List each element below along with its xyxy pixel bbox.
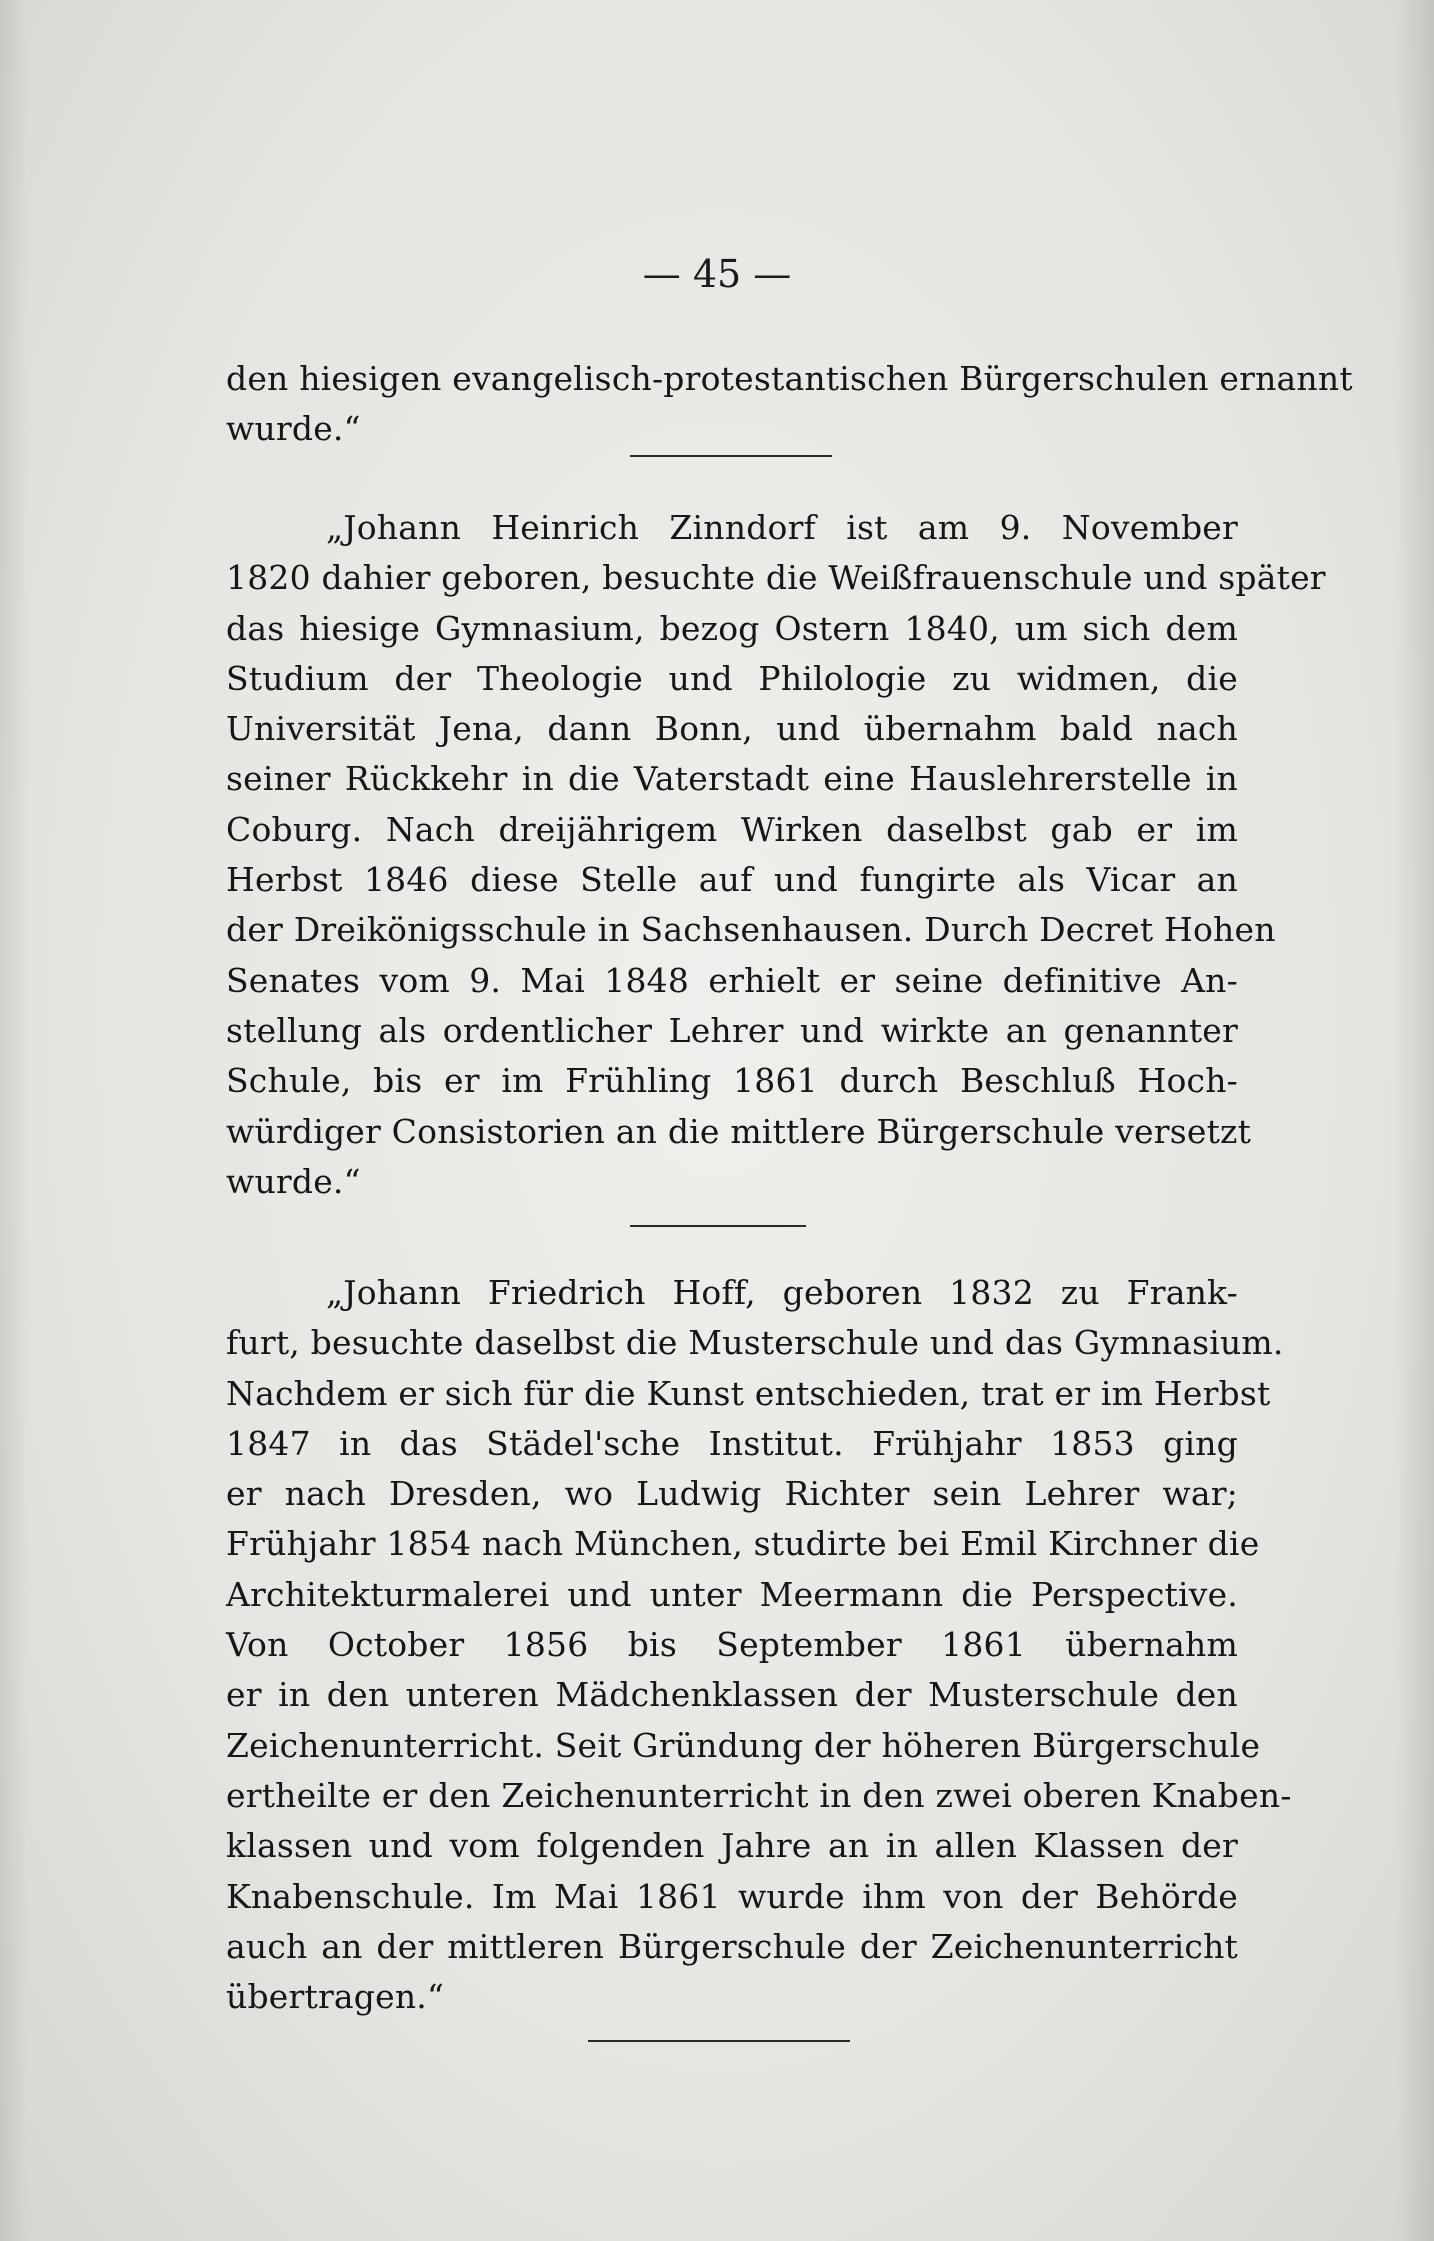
text-line: stellung als ordentlicher Lehrer und wirkte an genannter	[226, 1010, 1238, 1050]
text-line: klassen und vom folgenden Jahre an in allen Klassen der	[226, 1826, 1238, 1866]
text-line: Universität Jena, dann Bonn, und übernahm bald nach	[226, 709, 1238, 749]
text-line: das hiesige Gymnasium, bezog Ostern 1840, um sich dem	[226, 608, 1238, 648]
text-line: Nachdem er sich für die Kunst entschieden, trat er im Herbst	[226, 1373, 1271, 1413]
text-line: der Dreikönigsschule in Sachsenhausen. Durch Decret Hohen	[226, 910, 1276, 950]
text-line: wurde.“	[226, 409, 361, 449]
text-line: Schule, bis er im Frühling 1861 durch Beschluß Hoch-	[226, 1061, 1238, 1101]
text-line: den hiesigen evangelisch-protestantischen Bürgerschulen ernannt	[226, 359, 1353, 398]
text-line: 1847 in das Städel'sche Institut. Frühjahr 1853 ging	[226, 1423, 1238, 1463]
text-line: auch an der mittleren Bürgerschule der Zeichenunterricht	[226, 1926, 1238, 1966]
text-line: Frühjahr 1854 nach München, studirte bei Emil Kirchner die	[226, 1524, 1260, 1564]
text-line: übertragen.“	[226, 1977, 445, 2017]
text-line: furt, besuchte daselbst die Musterschule und das Gymnasium.	[226, 1323, 1284, 1363]
page-number: — 45 —	[642, 252, 792, 296]
page-edge-shadow-left	[0, 0, 30, 2241]
text-line: Von October 1856 bis September 1861 übernahm	[226, 1625, 1238, 1665]
text-line: Studium der Theologie und Philologie zu widmen, die	[226, 658, 1238, 698]
text-line: Architekturmalerei und unter Meermann die Perspective.	[226, 1574, 1238, 1614]
section-divider-3	[588, 2040, 850, 2042]
text-line: „Johann Heinrich Zinndorf ist am 9. November	[326, 508, 1238, 547]
paragraph-2	[226, 503, 1326, 1207]
text-line: „Johann Friedrich Hoff, geboren 1832 zu Frank-	[326, 1273, 1238, 1312]
text-line: ertheilte er den Zeichenunterricht in den zwei oberen Knaben-	[226, 1775, 1292, 1815]
text-line: Knabenschule. Im Mai 1861 wurde ihm von der Behörde	[226, 1876, 1238, 1916]
text-line: seiner Rückkehr in die Vaterstadt eine Hauslehrerstelle in	[226, 759, 1238, 799]
text-line: würdiger Consistorien an die mittlere Bürgerschule versetzt	[226, 1111, 1252, 1151]
text-line: wurde.“	[226, 1161, 361, 1201]
text-line: er nach Dresden, wo Ludwig Richter sein Lehrer war;	[226, 1474, 1238, 1514]
text-line: Coburg. Nach dreijährigem Wirken daselbst gab er im	[226, 809, 1238, 849]
page-edge-shadow-right	[1394, 0, 1434, 2241]
section-divider-2	[630, 1225, 806, 1227]
section-divider-1	[630, 455, 832, 457]
text-line: Zeichenunterricht. Seit Gründung der höheren Bürgerschule	[226, 1725, 1261, 1765]
text-line: Herbst 1846 diese Stelle auf und fungirte als Vicar an	[226, 860, 1238, 900]
paragraph-3	[226, 1268, 1292, 2022]
text-line: er in den unteren Mädchenklassen der Musterschule den	[226, 1675, 1238, 1715]
text-line: Senates vom 9. Mai 1848 erhielt er seine definitive An-	[226, 960, 1238, 1000]
paragraph-1	[226, 354, 1353, 455]
text-line: 1820 dahier geboren, besuchte die Weißfrauenschule und später	[226, 558, 1326, 598]
